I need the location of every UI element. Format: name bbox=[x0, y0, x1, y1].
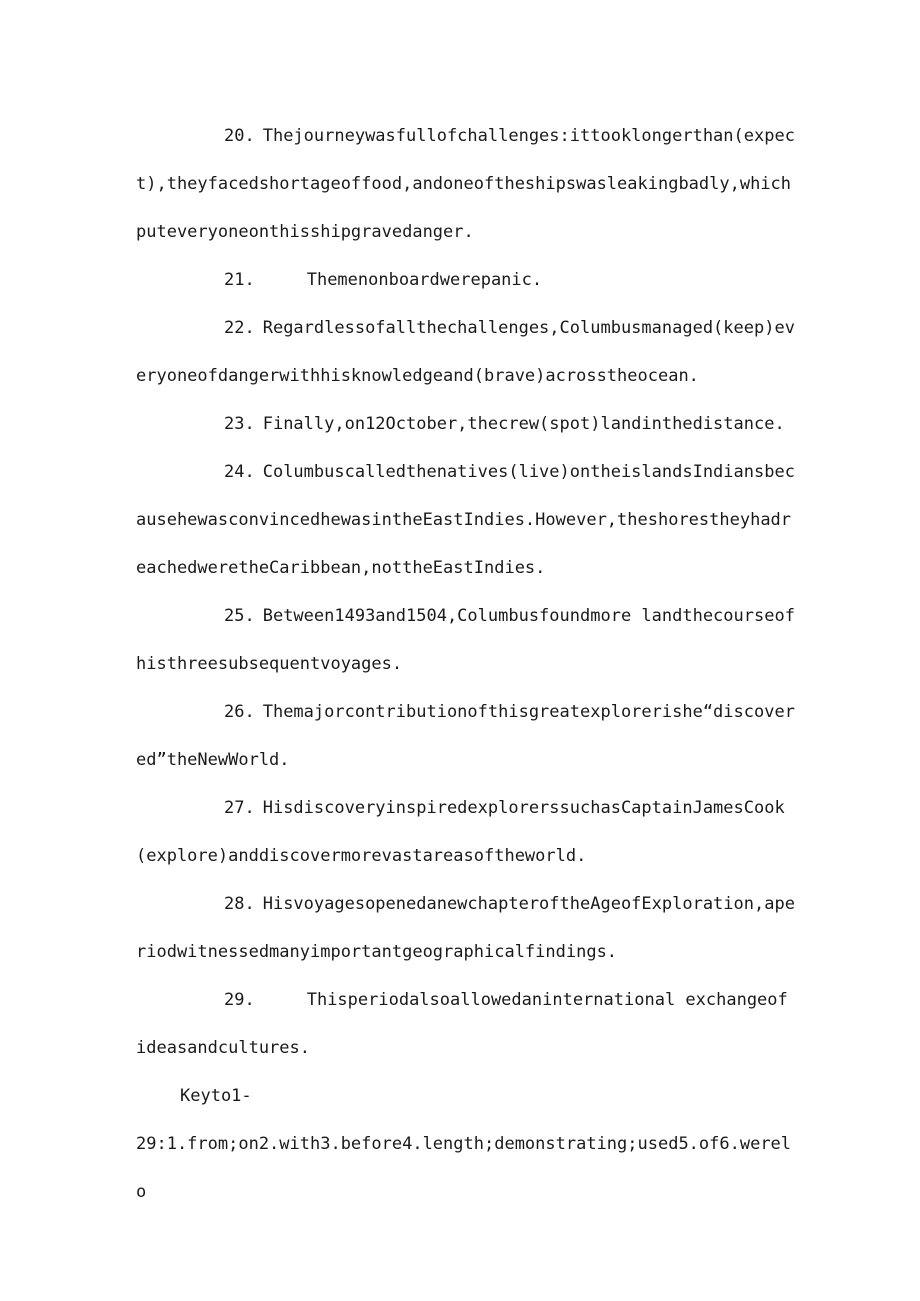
exercise-item-29 bbox=[136, 976, 796, 1072]
exercise-item-20 bbox=[136, 112, 796, 256]
item-number: 25. bbox=[224, 606, 255, 626]
item-text: Regardlessofallthechallenges,Columbusmanaged(keep)everyoneofdangerwithhisknowledgeand(brave)acrosstheocean. bbox=[136, 318, 795, 386]
exercise-item-26 bbox=[136, 688, 796, 784]
exercise-item-21 bbox=[136, 256, 796, 304]
exercise-item-22 bbox=[136, 304, 796, 400]
item-text: Thisperiodalsoallowedaninternational exchangeofideasandcultures. bbox=[136, 990, 788, 1058]
item-text: Themajorcontributionofthisgreatexplorerishe“discovered”theNewWorld. bbox=[136, 702, 795, 770]
item-text: Columbuscalledthenatives(live)ontheislandsIndiansbecausehewasconvincedhewasintheEastIndies.However,theshorestheyhadreachedweretheCaribbean,nottheEastIndies. bbox=[136, 462, 795, 578]
item-number: 21. bbox=[224, 270, 255, 290]
exercise-item-24 bbox=[136, 448, 796, 592]
item-number: 27. bbox=[224, 798, 255, 818]
answer-key-text: 29:1.from;on2.with3.before4.length;demonstrating;used5.of6.werelo bbox=[136, 1134, 792, 1202]
item-text: Themenonboardwerepanic. bbox=[306, 270, 543, 290]
item-number: 20. bbox=[224, 126, 255, 146]
item-number: 22. bbox=[224, 318, 255, 338]
item-text: HisdiscoveryinspiredexplorerssuchasCaptainJamesCook(explore)anddiscovermorevastareasoftheworld. bbox=[136, 798, 785, 866]
item-number: 26. bbox=[224, 702, 255, 722]
exercise-item-25 bbox=[136, 592, 796, 688]
item-text: Thejourneywasfullofchallenges:ittooklongerthan(expect),theyfacedshortageoffood,andoneoftheshipswasleakingbadly,whichputeveryoneonthisshipgravedanger. bbox=[136, 126, 795, 242]
item-number: 28. bbox=[224, 894, 255, 914]
answer-key-label: Keyto1- bbox=[180, 1086, 252, 1106]
item-text: Finally,on12October,thecrew(spot)landinthedistance. bbox=[262, 414, 785, 434]
exercise-content bbox=[136, 112, 796, 1216]
exercise-item-27 bbox=[136, 784, 796, 880]
item-number: 23. bbox=[224, 414, 255, 434]
item-number: 29. bbox=[224, 990, 255, 1010]
item-text: HisvoyagesopenedanewchapteroftheAgeofExploration,aperiodwitnessedmanyimportantgeographicalfindings. bbox=[136, 894, 795, 962]
item-text: Between1493and1504,Columbusfoundmore landthecourseofhisthreesubsequentvoyages. bbox=[136, 606, 795, 674]
exercise-item-23 bbox=[136, 400, 796, 448]
item-number: 24. bbox=[224, 462, 255, 482]
exercise-item-28 bbox=[136, 880, 796, 976]
